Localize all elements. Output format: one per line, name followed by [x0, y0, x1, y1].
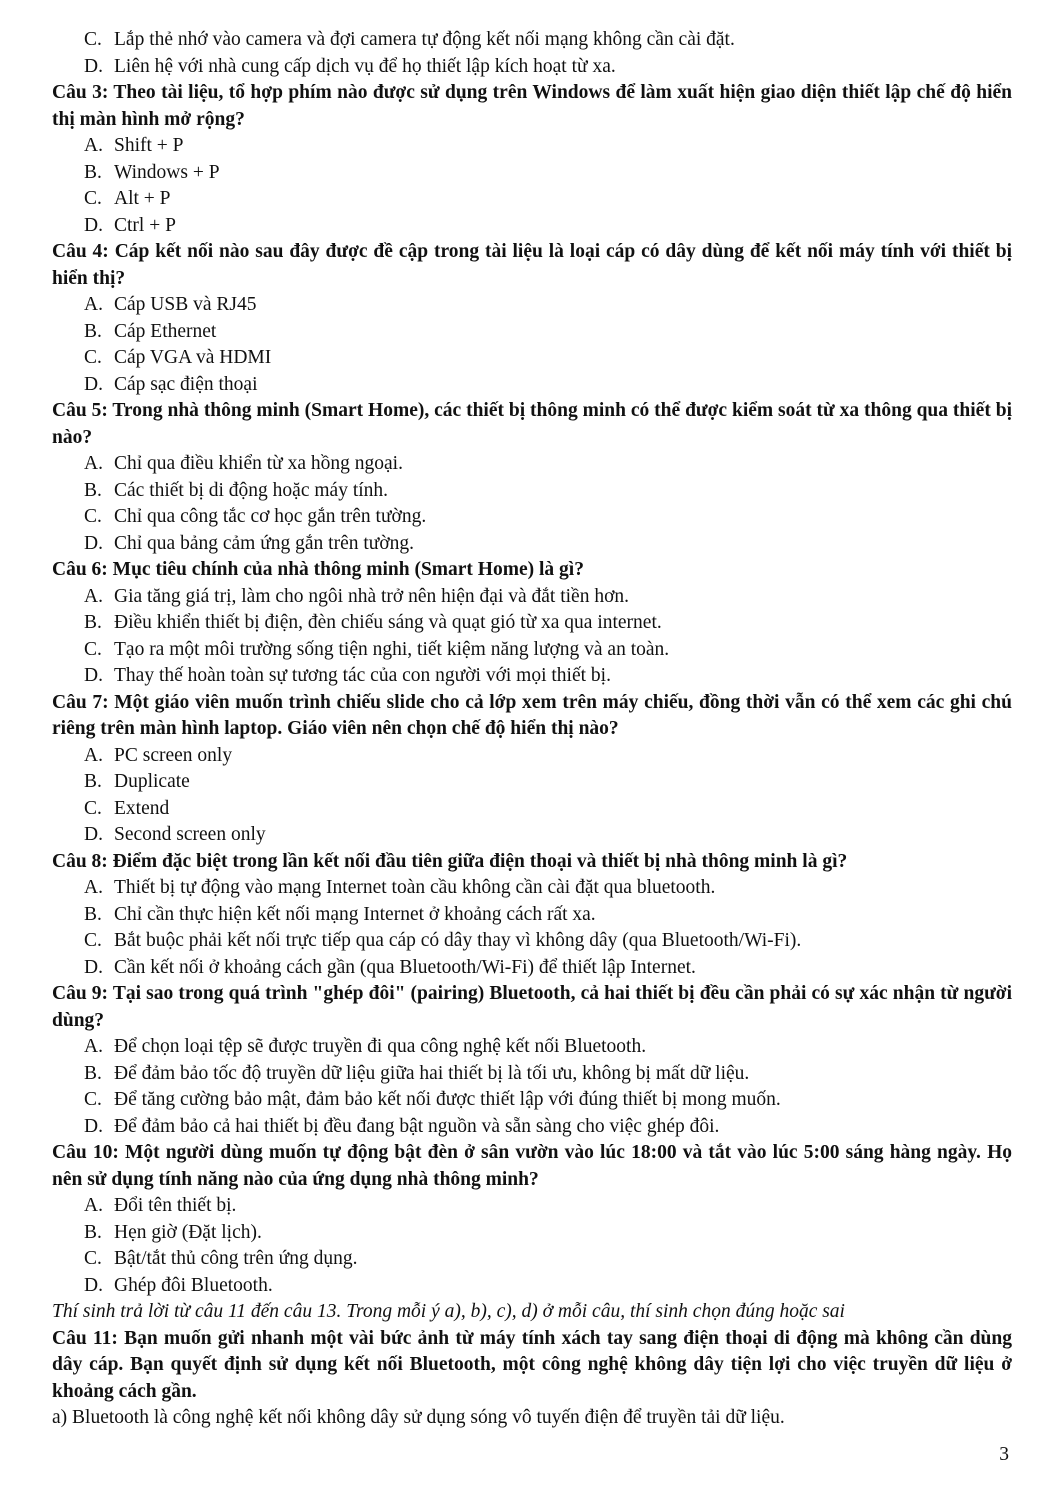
option-b-q10: B. Hẹn giờ (Đặt lịch).	[84, 1221, 262, 1243]
option-b-q6: B. Điều khiển thiết bị điện, đèn chiếu sáng và quạt gió từ xa qua internet.	[84, 612, 662, 633]
option-c-q4: C. Cáp VGA và HDMI	[84, 347, 272, 368]
option-d-q3: D. Ctrl + P	[84, 214, 176, 236]
option-c-q3: C. Alt + P	[84, 188, 171, 209]
option-a-q4: A. Cáp USB và RJ45	[84, 294, 257, 315]
option-b-q5: B. Các thiết bị di động hoặc máy tính.	[84, 479, 389, 501]
question-9-title: Câu 9: Tại sao trong quá trình "ghép đôi" (pairing) Bluetooth, cả hai thiết bị đều cần phải có sự xác nhận từ người dùng?	[52, 983, 1012, 1031]
option-b-q7: B. Duplicate	[84, 771, 190, 792]
statement-a-q11: a) Bluetooth là công nghệ kết nối không dây sử dụng sóng vô tuyến điện để truyền tải dữ liệu.	[52, 1407, 785, 1428]
question-5-title: Câu 5: Trong nhà thông minh (Smart Home), các thiết bị thông minh có thể được kiểm soát từ xa thông qua thiết bị nào?	[52, 400, 1012, 448]
option-d-q2: D. Liên hệ với nhà cung cấp dịch vụ để họ thiết lập kích hoạt từ xa.	[84, 55, 616, 77]
option-c-q2: C. Lắp thẻ nhớ vào camera và đợi camera tự động kết nối mạng không cần cài đặt.	[84, 29, 735, 50]
section-instruction: Thí sinh trả lời từ câu 11 đến câu 13. Trong mỗi ý a), b), c), d) ở mỗi câu, thí sinh chọn đúng hoặc sai	[52, 1301, 845, 1322]
question-11-title: Câu 11: Bạn muốn gửi nhanh một vài bức ảnh từ máy tính xách tay sang điện thoại di động mà không cần dùng dây cáp. Bạn quyết định sử dụng kết nối Bluetooth, một công nghệ không dây tiện lợi cho việc truyền dữ liệu ở khoảng cách gần.	[52, 1327, 1012, 1402]
option-a-q3: A. Shift + P	[84, 135, 184, 156]
option-d-q5: D. Chỉ qua bảng cảm ứng gắn trên tường.	[84, 532, 415, 554]
option-d-q6: D. Thay thế hoàn toàn sự tương tác của con người với mọi thiết bị.	[84, 665, 611, 686]
option-a-q10: A. Đổi tên thiết bị.	[84, 1195, 237, 1216]
option-c-q5: C. Chỉ qua công tắc cơ học gắn trên tường.	[84, 506, 427, 527]
question-6-title: Câu 6: Mục tiêu chính của nhà thông minh (Smart Home) là gì?	[52, 559, 584, 580]
option-a-q9: A. Để chọn loại tệp sẽ được truyền đi qua công nghệ kết nối Bluetooth.	[84, 1036, 647, 1057]
page-number: 3	[999, 1444, 1009, 1465]
option-a-q7: A. PC screen only	[84, 744, 233, 766]
question-3-title: Câu 3: Theo tài liệu, tổ hợp phím nào được sử dụng trên Windows để làm xuất hiện giao diện thiết lập chế độ hiển thị màn hình mở rộng?	[52, 82, 1012, 130]
question-8-title: Câu 8: Điểm đặc biệt trong lần kết nối đầu tiên giữa điện thoại và thiết bị nhà thông minh là gì?	[52, 850, 848, 872]
option-d-q9: D. Để đảm bảo cả hai thiết bị đều đang bật nguồn và sẵn sàng cho việc ghép đôi.	[84, 1115, 720, 1137]
option-b-q9: B. Để đảm bảo tốc độ truyền dữ liệu giữa hai thiết bị là tối ưu, không bị mất dữ liệu.	[84, 1062, 750, 1084]
option-c-q9: C. Để tăng cường bảo mật, đảm bảo kết nối được thiết lập với đúng thiết bị mong muốn.	[84, 1089, 781, 1110]
option-c-q10: C. Bật/tắt thủ công trên ứng dụng.	[84, 1248, 358, 1269]
document-page	[52, 27, 1012, 1432]
question-4-title: Câu 4: Cáp kết nối nào sau đây được đề cập trong tài liệu là loại cáp có dây dùng để kết nối máy tính với thiết bị hiển thị?	[52, 241, 1012, 289]
question-10-title: Câu 10: Một người dùng muốn tự động bật đèn ở sân vườn vào lúc 18:00 và tắt vào lúc 5:00 sáng hàng ngày. Họ nên sử dụng tính năng nào của ứng dụng nhà thông minh?	[52, 1142, 1012, 1190]
option-a-q5: A. Chỉ qua điều khiển từ xa hồng ngoại.	[84, 453, 403, 474]
option-a-q8: A. Thiết bị tự động vào mạng Internet toàn cầu không cần cài đặt qua bluetooth.	[84, 877, 716, 898]
option-c-q8: C. Bắt buộc phải kết nối trực tiếp qua cáp có dây thay vì không dây (qua Bluetooth/Wi-Fi).	[84, 930, 802, 951]
option-b-q8: B. Chỉ cần thực hiện kết nối mạng Internet ở khoảng cách rất xa.	[84, 903, 596, 925]
option-d-q4: D. Cáp sạc điện thoại	[84, 373, 258, 395]
option-b-q4: B. Cáp Ethernet	[84, 320, 217, 342]
option-d-q7: D. Second screen only	[84, 824, 266, 845]
option-c-q6: C. Tạo ra một môi trường sống tiện nghi, tiết kiệm năng lượng và an toàn.	[84, 638, 670, 660]
option-c-q7: C. Extend	[84, 797, 170, 819]
option-b-q3: B. Windows + P	[84, 161, 220, 183]
option-d-q10: D. Ghép đôi Bluetooth.	[84, 1274, 273, 1296]
question-7-title: Câu 7: Một giáo viên muốn trình chiếu slide cho cả lớp xem trên máy chiếu, đồng thời vẫn có thể xem các ghi chú riêng trên màn hình laptop. Giáo viên nên chọn chế độ hiển thị nào?	[52, 691, 1012, 739]
option-a-q6: A. Gia tăng giá trị, làm cho ngôi nhà trở nên hiện đại và đắt tiền hơn.	[84, 585, 630, 607]
option-d-q8: D. Cần kết nối ở khoảng cách gần (qua Bluetooth/Wi-Fi) để thiết lập Internet.	[84, 956, 696, 978]
